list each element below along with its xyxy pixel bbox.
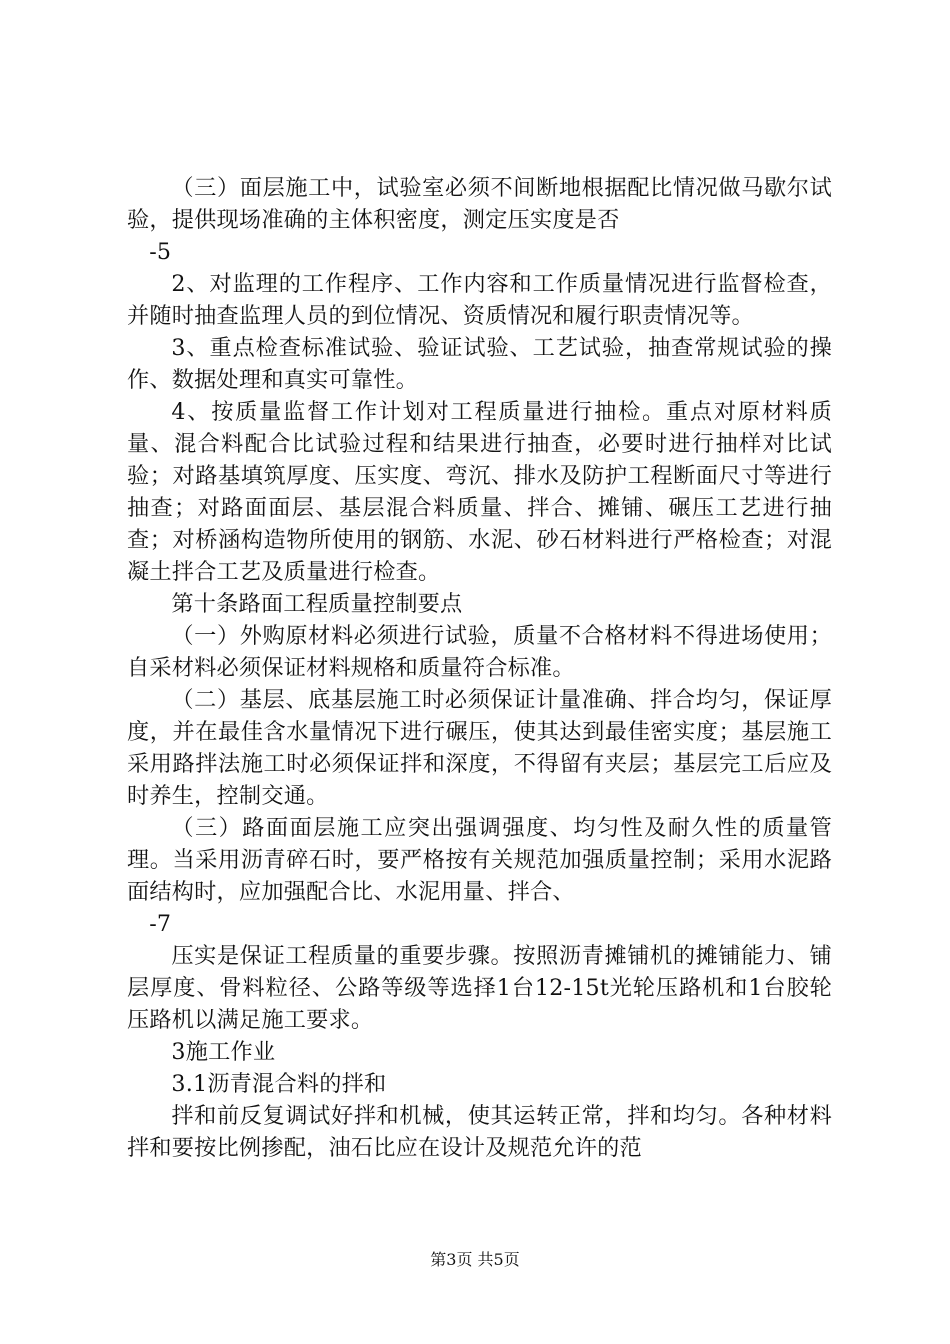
body-text (127, 172, 832, 1164)
subsection-heading-mixing: 3.1沥青混合料的拌和 (171, 1071, 387, 1097)
section-heading-construction: 3施工作业 (171, 1039, 276, 1065)
paragraph-compaction: 压实是保证工程质量的重要步骤。按照沥青摊铺机的摊铺能力、铺层厚度、骨料粒径、公路等级等选择1台12-15t光轮压路机和1台胶轮压路机以满足施工要求。 (127, 943, 832, 1033)
paragraph-item-3: 3、重点检查标准试验、验证试验、工艺试验，抽查常规试验的操作、数据处理和真实可靠性。 (127, 335, 832, 393)
paragraph-point-1: （一）外购原材料必须进行试验，质量不合格材料不得进场使用；自采材料必须保证材料规格和质量符合标准。 (127, 623, 832, 681)
page-marker-7: -7 (149, 911, 172, 937)
section-heading-article-10: 第十条路面工程质量控制要点 (171, 591, 463, 617)
paragraph-mixing: 拌和前反复调试好拌和机械，使其运转正常，拌和均匀。各种材料拌和要按比例掺配，油石比应在设计及规范允许的范 (127, 1103, 832, 1161)
paragraph-item-2: 2、对监理的工作程序、工作内容和工作质量情况进行监督检查，并随时抽查监理人员的到位情况、资质情况和履行职责情况等。 (127, 271, 832, 329)
paragraph-item-4: 4、按质量监督工作计划对工程质量进行抽检。重点对原材料质量、混合料配合比试验过程和结果进行抽查，必要时进行抽样对比试验；对路基填筑厚度、压实度、弯沉、排水及防护工程断面尺寸等进行抽查；对路面面层、基层混合料质量、拌合、摊铺、碾压工艺进行抽查；对桥涵构造物所使用的钢筋、水泥、砂石材料进行严格检查；对混凝土拌合工艺及质量进行检查。 (127, 399, 832, 585)
paragraph-point-3: （三）路面面层施工应突出强调强度、均匀性及耐久性的质量管理。当采用沥青碎石时，要严格按有关规范加强质量控制；采用水泥路面结构时，应加强配合比、水泥用量、拌合、 (127, 815, 832, 905)
page-marker-5: -5 (149, 239, 172, 265)
paragraph-surface-layer-test: （三）面层施工中，试验室必须不间断地根据配比情况做马歇尔试验，提供现场准确的主体积密度，测定压实度是否 (127, 175, 832, 233)
paragraph-point-2: （二）基层、底基层施工时必须保证计量准确、拌合均匀，保证厚度，并在最佳含水量情况下进行碾压，使其达到最佳密实度；基层施工采用路拌法施工时必须保证拌和深度，不得留有夹层；基层完工后应及时养生，控制交通。 (127, 687, 832, 809)
page-footer: 第3页 共5页 (430, 1250, 520, 1269)
